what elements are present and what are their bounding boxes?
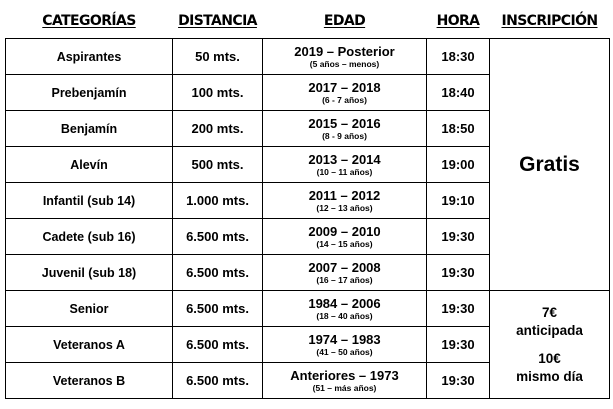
- cell-hora: 18:50: [427, 111, 490, 147]
- cell-distancia: 6.500 mts.: [173, 255, 263, 291]
- edad-ages: (10 – 11 años): [316, 166, 373, 177]
- schedule-table-container: [5, 4, 609, 399]
- cell-hora: 19:10: [427, 183, 490, 219]
- edad-years: 2009 – 2010: [308, 223, 381, 239]
- cell-hora: 19:30: [427, 255, 490, 291]
- edad-ages: (14 – 15 años): [316, 238, 373, 249]
- edad-ages: (51 – más años): [312, 382, 377, 393]
- header-row: [6, 4, 610, 39]
- cell-inscripcion-gratis: Gratis: [490, 39, 610, 291]
- cell-edad: [263, 147, 427, 183]
- cell-inscripcion-precio: [490, 291, 610, 399]
- cell-distancia: 6.500 mts.: [173, 291, 263, 327]
- edad-ages: (5 años – menos): [309, 58, 380, 69]
- anticipada-label: anticipada: [516, 322, 583, 338]
- cell-edad: [263, 75, 427, 111]
- cell-categoria: Cadete (sub 16): [6, 219, 173, 255]
- edad-years: 1974 – 1983: [308, 331, 381, 347]
- mismo-dia-label: mismo día: [516, 368, 583, 384]
- cell-edad: [263, 183, 427, 219]
- cell-hora: 18:30: [427, 39, 490, 75]
- header-edad: EDAD: [323, 13, 366, 29]
- cell-distancia: 6.500 mts.: [173, 219, 263, 255]
- edad-years: 2011 – 2012: [308, 187, 381, 203]
- cell-edad: [263, 291, 427, 327]
- edad-ages: (6 - 7 años): [322, 94, 367, 105]
- schedule-table: [5, 4, 610, 399]
- cell-distancia: 1.000 mts.: [173, 183, 263, 219]
- cell-hora: 19:30: [427, 291, 490, 327]
- cell-hora: 19:30: [427, 363, 490, 399]
- cell-distancia: 200 mts.: [173, 111, 263, 147]
- cell-edad: [263, 111, 427, 147]
- precio-anticipada: 7€: [541, 304, 558, 320]
- cell-hora: 19:30: [427, 219, 490, 255]
- cell-hora: 18:40: [427, 75, 490, 111]
- header-distancia: DISTANCIA: [178, 13, 257, 29]
- header-inscripcion: INSCRIPCIÓN: [501, 13, 598, 29]
- cell-distancia: 100 mts.: [173, 75, 263, 111]
- cell-edad: [263, 255, 427, 291]
- cell-edad: [263, 327, 427, 363]
- table-row: [6, 39, 610, 75]
- cell-edad: [263, 219, 427, 255]
- edad-ages: (18 – 40 años): [316, 310, 373, 321]
- edad-years: 2017 – 2018: [308, 79, 381, 95]
- cell-distancia: 6.500 mts.: [173, 327, 263, 363]
- precio-mismo-dia: 10€: [538, 350, 561, 366]
- edad-years: 1984 – 2006: [308, 295, 381, 311]
- cell-categoria: Alevín: [6, 147, 173, 183]
- edad-years: 2013 – 2014: [308, 151, 381, 167]
- cell-categoria: Veteranos A: [6, 327, 173, 363]
- cell-hora: 19:30: [427, 327, 490, 363]
- cell-distancia: 500 mts.: [173, 147, 263, 183]
- edad-ages: (41 – 50 años): [316, 346, 373, 357]
- table-row: [6, 291, 610, 327]
- cell-categoria: Veteranos B: [6, 363, 173, 399]
- cell-categoria: Benjamín: [6, 111, 173, 147]
- edad-ages: (16 – 17 años): [316, 274, 373, 285]
- edad-years: 2019 – Posterior: [294, 43, 395, 59]
- cell-edad: [263, 363, 427, 399]
- cell-distancia: 6.500 mts.: [173, 363, 263, 399]
- edad-years: Anteriores – 1973: [290, 367, 399, 383]
- cell-categoria: Prebenjamín: [6, 75, 173, 111]
- header-categorias: CATEGORÍAS: [42, 13, 136, 29]
- cell-categoria: Infantil (sub 14): [6, 183, 173, 219]
- cell-categoria: Aspirantes: [6, 39, 173, 75]
- edad-years: 2015 – 2016: [308, 115, 381, 131]
- cell-edad: [263, 39, 427, 75]
- cell-categoria: Senior: [6, 291, 173, 327]
- cell-distancia: 50 mts.: [173, 39, 263, 75]
- cell-hora: 19:00: [427, 147, 490, 183]
- header-hora: HORA: [436, 13, 480, 29]
- edad-ages: (12 – 13 años): [316, 202, 373, 213]
- edad-years: 2007 – 2008: [308, 259, 381, 275]
- cell-categoria: Juvenil (sub 18): [6, 255, 173, 291]
- edad-ages: (8 - 9 años): [322, 130, 367, 141]
